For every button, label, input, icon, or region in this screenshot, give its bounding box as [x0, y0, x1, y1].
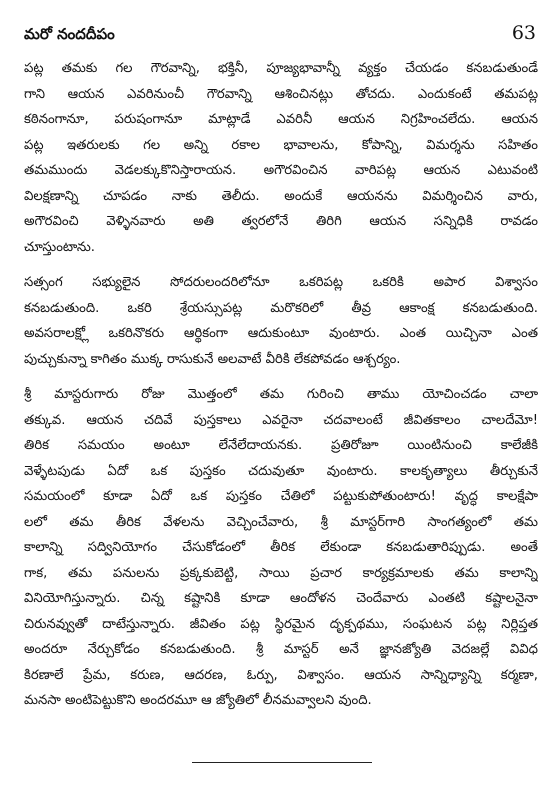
text-line: తమముందు వెడలక్కుకొనిస్తారాయన. అగౌరవించిన వారిపట్ల ఆయన ఎటువంటి	[24, 163, 538, 178]
paragraph-2	[24, 270, 538, 372]
text-line: వెళ్ళేటపుడు ఏదో ఒక పుస్తకం చదువుతూ వుంటారు. కాలకృత్యాలు తీర్చుకునే	[24, 463, 538, 479]
text-line: అవసరాలక్ష్లో ఒకరినొకరు ఆర్థికంగా ఆదుకుంటూ వుంటారు. ఎంత యిచ్చినా ఎంత	[24, 326, 538, 341]
text-line: శ్రీ మాస్టరుగారు రోజు మొత్తంలో తమ గురించి తాము యోచించడం చాలా	[24, 387, 538, 402]
text-line: సమయంలో కూడా ఏదో ఒక పుస్తకం చేతిలో పట్టుకుపోతుంటారు! వృద్ధ కాలక్షేపా	[24, 489, 538, 504]
text-line: విలక్షణాన్ని చూపడం నాకు తెలీదు. అందుకే ఆయనను విమర్శించిన వారు,	[24, 188, 538, 204]
footer-rule	[192, 762, 372, 763]
text-line: తక్కువ. ఆయన చదివే పుస్తకాలు ఎవరైనా చదవాలంటే జీవితకాలం చాలదేమో!	[24, 412, 538, 428]
text-line: గాని ఆయన ఎవరినుంచీ గౌరవాన్ని ఆశించినట్లు తోచదు. ఎందుకంటే తమపట్ల	[24, 86, 538, 102]
text-line: చిరునవ్వుతో దాటేస్తున్నారు. జీవితం పట్ల స్థిరమైన దృక్పథము, సంఘటన పట్ల నిర్లిప్తత	[24, 616, 538, 632]
text-line: అందరూ నేర్చుకోడం కనబడుతుంది. శ్రీ మాస్టర్ అనే జ్ఞానజ్యోతి వెదజల్లే వివిధ	[24, 642, 538, 657]
text-line: వినియోగిస్తున్నారు. చిన్న కష్టానికి కూడా ఆందోళన చెందేవారు ఎంతటి కష్టాలనైనా	[24, 591, 538, 606]
page-header	[24, 22, 536, 52]
text-line: పట్ల తమకు గల గౌరవాన్ని, భక్తినీ, పూజ్యభావాన్నీ వ్యక్తం చేయడం కనబడుతుండే	[24, 61, 538, 76]
text-line: చూస్తుంటాను.	[24, 239, 95, 255]
running-title: మరో నందదీపం	[24, 25, 115, 43]
text-line: మనసా అంటిపెట్టుకొని అందరమూ ఆ జ్యోతిలో లీనమవ్వాలని వుంది.	[24, 693, 372, 708]
text-line: పుచ్చుకున్నా కాగితం ముక్క రాసుకునే అలవాటే వీరికి లేకపోవడం ఆశ్చర్యం.	[24, 351, 401, 367]
text-line: అగౌరవించి వెళ్ళినవారు అతి త్వరలోనే తిరిగి ఆయన సన్నిధికి రావడం	[24, 214, 538, 229]
text-line: కిరణాలే ప్రేమ, కరుణ, ఆదరణ, ఓర్పు, విశ్వాసం. ఆయన సాన్నిధ్యాన్ని కర్మణా,	[24, 667, 538, 683]
text-line: లలో తమ తీరిక వేళలను వెచ్చించేవారు, శ్రీ మాస్టర్‌గారి సాంగత్యంలో తమ	[24, 514, 538, 530]
text-line: గాక, తమ పనులను ప్రక్కకుబెట్టి, సాయి ప్రచార కార్యక్రమాలకు తమ కాలాన్ని	[24, 565, 538, 581]
text-line: తిరిక సమయం అంటూ లేనేలేదాయనకు. ప్రతిరోజూ యింటినుంచి కాలేజీకి	[24, 438, 538, 453]
text-line: పట్ల ఇతరులకు గల అన్ని రకాల భావాలను, కోపాన్ని, విమర్శను సహితం	[24, 137, 538, 153]
text-line: కనబడుతుంది. ఒకరి శ్రేయస్సుపట్ల మరొకరిలో తీవ్ర ఆకాంక్ష కనబడుతుంది.	[24, 300, 538, 316]
page-number: 63	[511, 22, 536, 44]
text-line: సత్సంగ సభ్యులైన సోదరులందరిలోనూ ఒకరిపట్ల ఒకరికి అపార విశ్వాసం	[24, 275, 538, 290]
paragraph-3	[24, 382, 538, 714]
paragraph-1	[24, 56, 538, 260]
text-line: కఠినంగానూ, పరుషంగానూ మాట్లాడే ఎవరినీ ఆయన నిగ్రహించలేదు. ఆయన	[24, 112, 538, 127]
body-text	[24, 56, 538, 724]
text-line: కాలాన్ని సద్వినియోగం చేసుకోడంలో తీరిక లేకుండా కనబడుతారిప్పుడు. అంతే	[24, 540, 538, 555]
